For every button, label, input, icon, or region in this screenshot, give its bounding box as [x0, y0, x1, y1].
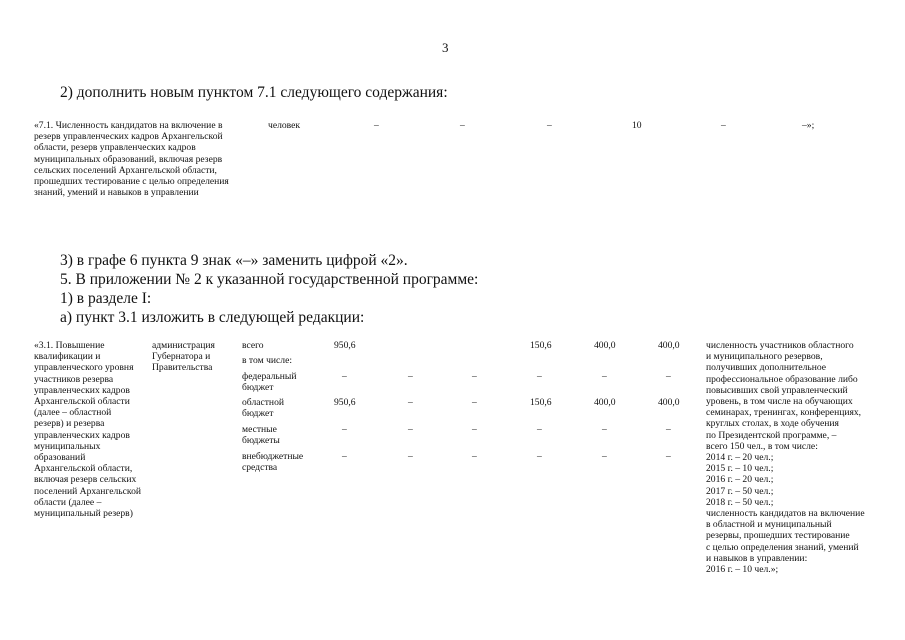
table-3-1-cell: 400,0 [594, 397, 616, 408]
table-3-1-result-line: 2014 г. – 20 чел.; [706, 452, 774, 464]
table-3-1-cell: – [342, 371, 347, 382]
table-3-1-cell: – [666, 371, 671, 382]
table-3-1-result-line: и муниципального резервов, [706, 351, 823, 363]
table-3-1-cell: – [408, 397, 413, 408]
table-3-1-row-label: внебюджетные средства [242, 451, 304, 474]
table-3-1-executor: администрация Губернатора и Правительства [152, 340, 215, 374]
table-3-1-cell: – [666, 451, 671, 462]
table-3-1-name: «3.1. Повышение квалификации и управленческого уровня участников резерва управленческих кадров Архангельской области (далее – областной резерв) и резерва управленческих кадров муниципальных образований Архангельской области, включая резерв сельских поселений Архангельской области (далее – муниципальный резерв) [34, 340, 142, 520]
table-3-1-row-label: областной бюджет [242, 397, 285, 420]
table-3-1-cell: – [602, 424, 607, 435]
table-3-1-result-line: в областной и муниципальный [706, 519, 832, 531]
table-3-1-result-line: резервы, прошедших тестирование [706, 530, 850, 542]
table-3-1-result-line: семинарах, тренингах, конференциях, [706, 407, 862, 419]
table-3-1-result-line: с целью определения знаний, умений [706, 541, 859, 553]
table-3-1-cell: – [472, 451, 477, 462]
table-3-1-result-line: 2015 г. – 10 чел.; [706, 463, 774, 475]
table-3-1-result-line: 2016 г. – 10 чел.»; [706, 564, 779, 576]
table-3-1-row-label: всего [242, 340, 264, 351]
table-3-1-cell: 400,0 [658, 340, 680, 351]
table-3-1-result-line: численность кандидатов на включение [706, 508, 865, 520]
table-3-1-row-label: местные бюджеты [242, 424, 280, 447]
table-7-1-value: – [721, 120, 726, 131]
table-3-1-result-line: круглых столах, в ходе обучения [706, 418, 839, 430]
table-7-1-value: – [547, 120, 552, 131]
table-3-1-cell: 400,0 [658, 397, 680, 408]
page-number: 3 [442, 40, 449, 55]
table-3-1-result-line: получивших дополнительное [706, 362, 827, 374]
instruction-item-a: а) пункт 3.1 изложить в следующей редакции: [60, 309, 365, 326]
table-3-1-cell: – [537, 424, 542, 435]
table-3-1-cell: – [472, 424, 477, 435]
table-3-1-cell: 150,6 [530, 397, 552, 408]
table-3-1-cell: – [472, 397, 477, 408]
table-7-1-unit: человек [268, 120, 301, 131]
table-7-1-value: – [374, 120, 379, 131]
instruction-item-2: 2) дополнить новым пунктом 7.1 следующего содержания: [60, 84, 448, 101]
instruction-item-3: 3) в графе 6 пункта 9 знак «–» заменить цифрой «2». [60, 252, 408, 269]
table-3-1-cell: 150,6 [530, 340, 552, 351]
table-3-1-cell: 400,0 [594, 340, 616, 351]
table-3-1-results [706, 340, 865, 575]
table-3-1-result-line: 2018 г. – 50 чел.; [706, 496, 774, 508]
table-3-1-cell: – [408, 424, 413, 435]
table-3-1-result-line: по Президентской программе, – [706, 429, 837, 441]
table-3-1-result-line: 2016 г. – 20 чел.; [706, 474, 774, 486]
instruction-item-5: 5. В приложении № 2 к указанной государственной программе: [60, 271, 479, 288]
table-3-1-cell: – [408, 371, 413, 382]
table-3-1-cell: – [602, 451, 607, 462]
table-3-1-cell: 950,6 [334, 397, 356, 408]
table-3-1-result-line: всего 150 чел., в том числе: [706, 440, 818, 452]
table-3-1-cell: – [408, 451, 413, 462]
table-3-1-result-line: уровень, в том числе на обучающих [706, 396, 853, 408]
table-7-1-value: –»; [802, 120, 815, 131]
table-3-1-result-line: 2017 г. – 50 чел.; [706, 485, 774, 497]
table-3-1-cell: – [537, 371, 542, 382]
table-7-1-value: – [460, 120, 465, 131]
table-3-1-row-label: в том числе: [242, 355, 293, 366]
table-3-1-cell: – [602, 371, 607, 382]
table-3-1-cell: – [342, 424, 347, 435]
table-3-1-cell: – [537, 451, 542, 462]
table-3-1-result-line: повысивших свой управленческий [706, 384, 848, 396]
table-3-1-result-line: численность участников областного [706, 340, 854, 351]
table-3-1-result-line: и навыков в управлении: [706, 552, 808, 564]
table-3-1-cell: – [472, 371, 477, 382]
table-3-1-cell: 950,6 [334, 340, 356, 351]
table-3-1-cell: – [342, 451, 347, 462]
table-3-1-result-line: профессиональное образование либо [706, 373, 858, 385]
table-3-1-row-label: федеральный бюджет [242, 371, 297, 394]
table-7-1-name: «7.1. Численность кандидатов на включение в резерв управленческих кадров Архангельской области, резерв управленческих кадров муниципальных образований, включая резерв сельских поселений Архангельской области, прошедших тестирование с целью определения знаний, умений и навыков в управлении [34, 120, 229, 199]
table-3-1-cell: – [666, 424, 671, 435]
table-7-1-value: 10 [632, 120, 642, 131]
instruction-item-1: 1) в разделе I: [60, 290, 152, 307]
